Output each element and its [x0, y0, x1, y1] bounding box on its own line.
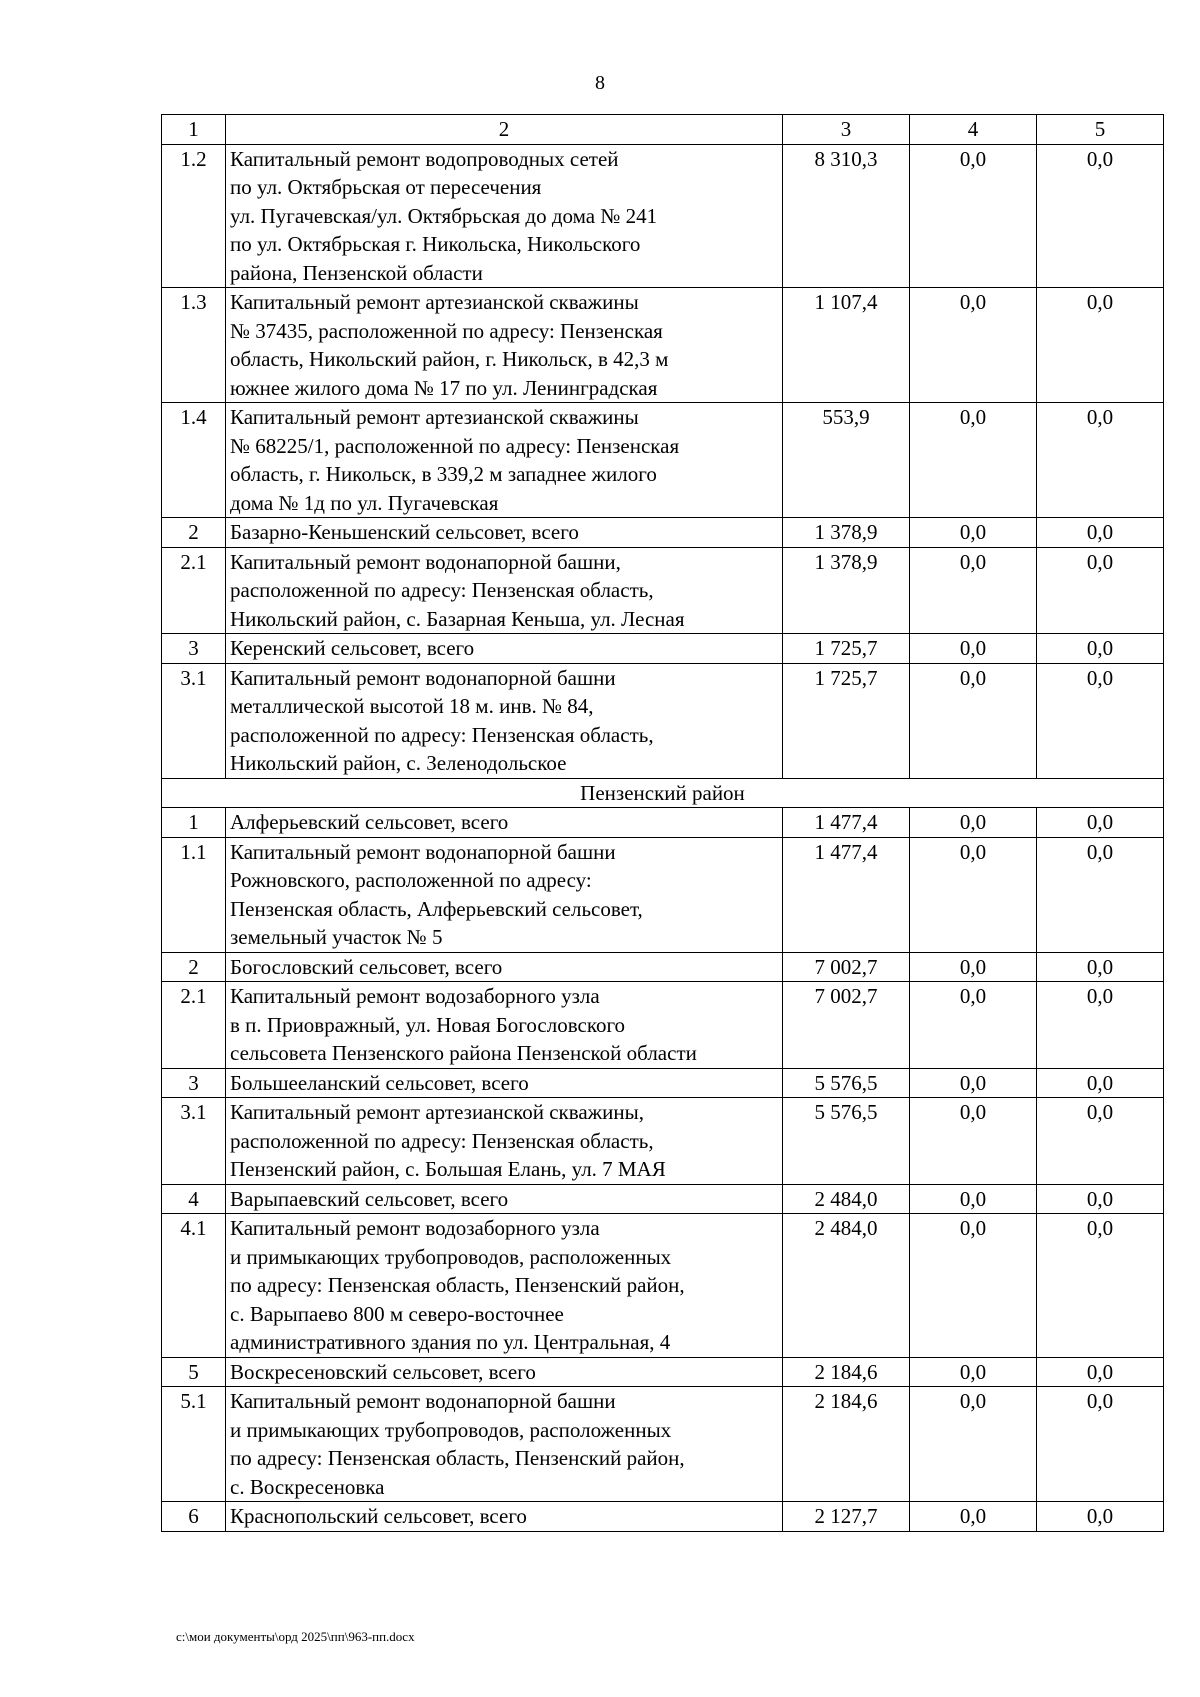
row-value-col4: 0,0 — [910, 1502, 1037, 1532]
row-name: Базарно-Кеньшенский сельсовет, всего — [226, 518, 783, 548]
row-value-col4: 0,0 — [910, 1184, 1037, 1214]
funding-table — [161, 114, 1164, 1532]
table-row — [162, 1184, 1164, 1214]
row-value-col3: 2 184,6 — [783, 1387, 910, 1502]
row-number: 4.1 — [162, 1214, 226, 1358]
table-row — [162, 1068, 1164, 1098]
section-row — [162, 778, 1164, 808]
row-name: Алферьевский сельсовет, всего — [226, 808, 783, 838]
row-value-col5: 0,0 — [1037, 1357, 1164, 1387]
row-value-col4: 0,0 — [910, 982, 1037, 1069]
row-value-col3: 553,9 — [783, 403, 910, 518]
row-value-col5: 0,0 — [1037, 808, 1164, 838]
row-name: Керенский сельсовет, всего — [226, 634, 783, 664]
row-value-col4: 0,0 — [910, 634, 1037, 664]
row-value-col3: 7 002,7 — [783, 982, 910, 1069]
row-value-col3: 1 725,7 — [783, 634, 910, 664]
table-body — [162, 115, 1164, 1532]
row-name: Капитальный ремонт водонапорной башни и примыкающих трубопроводов, расположенных по адресу: Пензенская область, Пензенский район, с. Воскресеновка — [226, 1387, 783, 1502]
row-number: 1 — [162, 808, 226, 838]
table-row — [162, 547, 1164, 634]
row-value-col5: 0,0 — [1037, 1068, 1164, 1098]
row-value-col3: 1 725,7 — [783, 663, 910, 778]
table-header-row — [162, 115, 1164, 145]
section-title: Пензенский район — [162, 778, 1164, 808]
row-number: 5 — [162, 1357, 226, 1387]
table-row — [162, 952, 1164, 982]
row-value-col4: 0,0 — [910, 837, 1037, 952]
row-value-col5: 0,0 — [1037, 144, 1164, 288]
row-number: 2 — [162, 952, 226, 982]
row-value-col3: 1 477,4 — [783, 837, 910, 952]
table-row — [162, 634, 1164, 664]
page-number: 8 — [595, 72, 605, 94]
row-value-col3: 2 484,0 — [783, 1184, 910, 1214]
table-row — [162, 1098, 1164, 1185]
row-number: 3.1 — [162, 1098, 226, 1185]
row-value-col5: 0,0 — [1037, 1184, 1164, 1214]
table-row — [162, 1502, 1164, 1532]
row-value-col3: 2 127,7 — [783, 1502, 910, 1532]
row-name: Капитальный ремонт водонапорной башни металлической высотой 18 м. инв. № 84, расположенной по адресу: Пензенская область, Никольский район, с. Зеленодольское — [226, 663, 783, 778]
row-value-col5: 0,0 — [1037, 1098, 1164, 1185]
header-col-5: 5 — [1037, 115, 1164, 145]
row-value-col4: 0,0 — [910, 952, 1037, 982]
table-row — [162, 288, 1164, 403]
row-number: 6 — [162, 1502, 226, 1532]
row-number: 2.1 — [162, 982, 226, 1069]
row-value-col5: 0,0 — [1037, 403, 1164, 518]
row-name: Капитальный ремонт водонапорной башни, расположенной по адресу: Пензенская область, Никольский район, с. Базарная Кеньша, ул. Лесная — [226, 547, 783, 634]
row-value-col4: 0,0 — [910, 518, 1037, 548]
row-number: 2.1 — [162, 547, 226, 634]
row-value-col5: 0,0 — [1037, 1214, 1164, 1358]
row-name: Капитальный ремонт водонапорной башни Рожновского, расположенной по адресу: Пензенская область, Алферьевский сельсовет, земельный участок № 5 — [226, 837, 783, 952]
row-name: Капитальный ремонт артезианской скважины, расположенной по адресу: Пензенская область, Пензенский район, с. Большая Елань, ул. 7 МАЯ — [226, 1098, 783, 1185]
table-row — [162, 808, 1164, 838]
row-number: 1.2 — [162, 144, 226, 288]
row-value-col5: 0,0 — [1037, 982, 1164, 1069]
row-number: 3.1 — [162, 663, 226, 778]
row-value-col3: 5 576,5 — [783, 1098, 910, 1185]
row-value-col4: 0,0 — [910, 403, 1037, 518]
row-name: Варыпаевский сельсовет, всего — [226, 1184, 783, 1214]
row-name: Капитальный ремонт водопроводных сетей по ул. Октябрьская от пересечения ул. Пугачевская/ул. Октябрьская до дома № 241 по ул. Октябрьская г. Никольска, Никольского района, Пензенской области — [226, 144, 783, 288]
row-value-col3: 2 484,0 — [783, 1214, 910, 1358]
table-row — [162, 1387, 1164, 1502]
row-value-col4: 0,0 — [910, 547, 1037, 634]
row-name: Капитальный ремонт водозаборного узла в п. Приовражный, ул. Новая Богословского сельсовета Пензенского района Пензенской области — [226, 982, 783, 1069]
row-name: Воскресеновский сельсовет, всего — [226, 1357, 783, 1387]
row-name: Богословский сельсовет, всего — [226, 952, 783, 982]
header-col-3: 3 — [783, 115, 910, 145]
row-number: 5.1 — [162, 1387, 226, 1502]
row-value-col5: 0,0 — [1037, 518, 1164, 548]
table-row — [162, 1214, 1164, 1358]
row-value-col3: 1 477,4 — [783, 808, 910, 838]
row-number: 1.4 — [162, 403, 226, 518]
row-value-col4: 0,0 — [910, 1357, 1037, 1387]
table-row — [162, 403, 1164, 518]
table-row — [162, 837, 1164, 952]
footer-file-path: c:\мои документы\орд 2025\пп\963-пп.docx — [176, 1629, 415, 1644]
row-value-col5: 0,0 — [1037, 1502, 1164, 1532]
row-value-col5: 0,0 — [1037, 1387, 1164, 1502]
header-col-4: 4 — [910, 115, 1037, 145]
row-value-col4: 0,0 — [910, 663, 1037, 778]
row-value-col3: 5 576,5 — [783, 1068, 910, 1098]
row-number: 3 — [162, 1068, 226, 1098]
row-value-col3: 1 107,4 — [783, 288, 910, 403]
row-value-col3: 1 378,9 — [783, 547, 910, 634]
row-number: 3 — [162, 634, 226, 664]
row-value-col5: 0,0 — [1037, 663, 1164, 778]
row-value-col4: 0,0 — [910, 1214, 1037, 1358]
row-value-col3: 8 310,3 — [783, 144, 910, 288]
table-row — [162, 144, 1164, 288]
row-value-col3: 2 184,6 — [783, 1357, 910, 1387]
row-name: Большееланский сельсовет, всего — [226, 1068, 783, 1098]
row-number: 4 — [162, 1184, 226, 1214]
header-col-1: 1 — [162, 115, 226, 145]
row-value-col4: 0,0 — [910, 288, 1037, 403]
row-number: 1.3 — [162, 288, 226, 403]
row-value-col4: 0,0 — [910, 808, 1037, 838]
row-value-col3: 1 378,9 — [783, 518, 910, 548]
table-row — [162, 518, 1164, 548]
row-name: Капитальный ремонт водозаборного узла и примыкающих трубопроводов, расположенных по адресу: Пензенская область, Пензенский район, с. Варыпаево 800 м северо-восточнее административного здания по ул. Центральная, 4 — [226, 1214, 783, 1358]
row-value-col5: 0,0 — [1037, 837, 1164, 952]
row-name: Краснопольский сельсовет, всего — [226, 1502, 783, 1532]
row-name: Капитальный ремонт артезианской скважины № 68225/1, расположенной по адресу: Пензенская область, г. Никольск, в 339,2 м западнее жилого дома № 1д по ул. Пугачевская — [226, 403, 783, 518]
table-row — [162, 663, 1164, 778]
row-name: Капитальный ремонт артезианской скважины № 37435, расположенной по адресу: Пензенская область, Никольский район, г. Никольск, в 42,3 м южнее жилого дома № 17 по ул. Ленинградская — [226, 288, 783, 403]
row-value-col5: 0,0 — [1037, 288, 1164, 403]
row-number: 2 — [162, 518, 226, 548]
row-value-col3: 7 002,7 — [783, 952, 910, 982]
row-value-col4: 0,0 — [910, 1098, 1037, 1185]
table-row — [162, 982, 1164, 1069]
row-value-col4: 0,0 — [910, 1068, 1037, 1098]
row-value-col5: 0,0 — [1037, 952, 1164, 982]
row-value-col4: 0,0 — [910, 1387, 1037, 1502]
row-number: 1.1 — [162, 837, 226, 952]
row-value-col5: 0,0 — [1037, 634, 1164, 664]
table-row — [162, 1357, 1164, 1387]
header-col-2: 2 — [226, 115, 783, 145]
row-value-col5: 0,0 — [1037, 547, 1164, 634]
row-value-col4: 0,0 — [910, 144, 1037, 288]
